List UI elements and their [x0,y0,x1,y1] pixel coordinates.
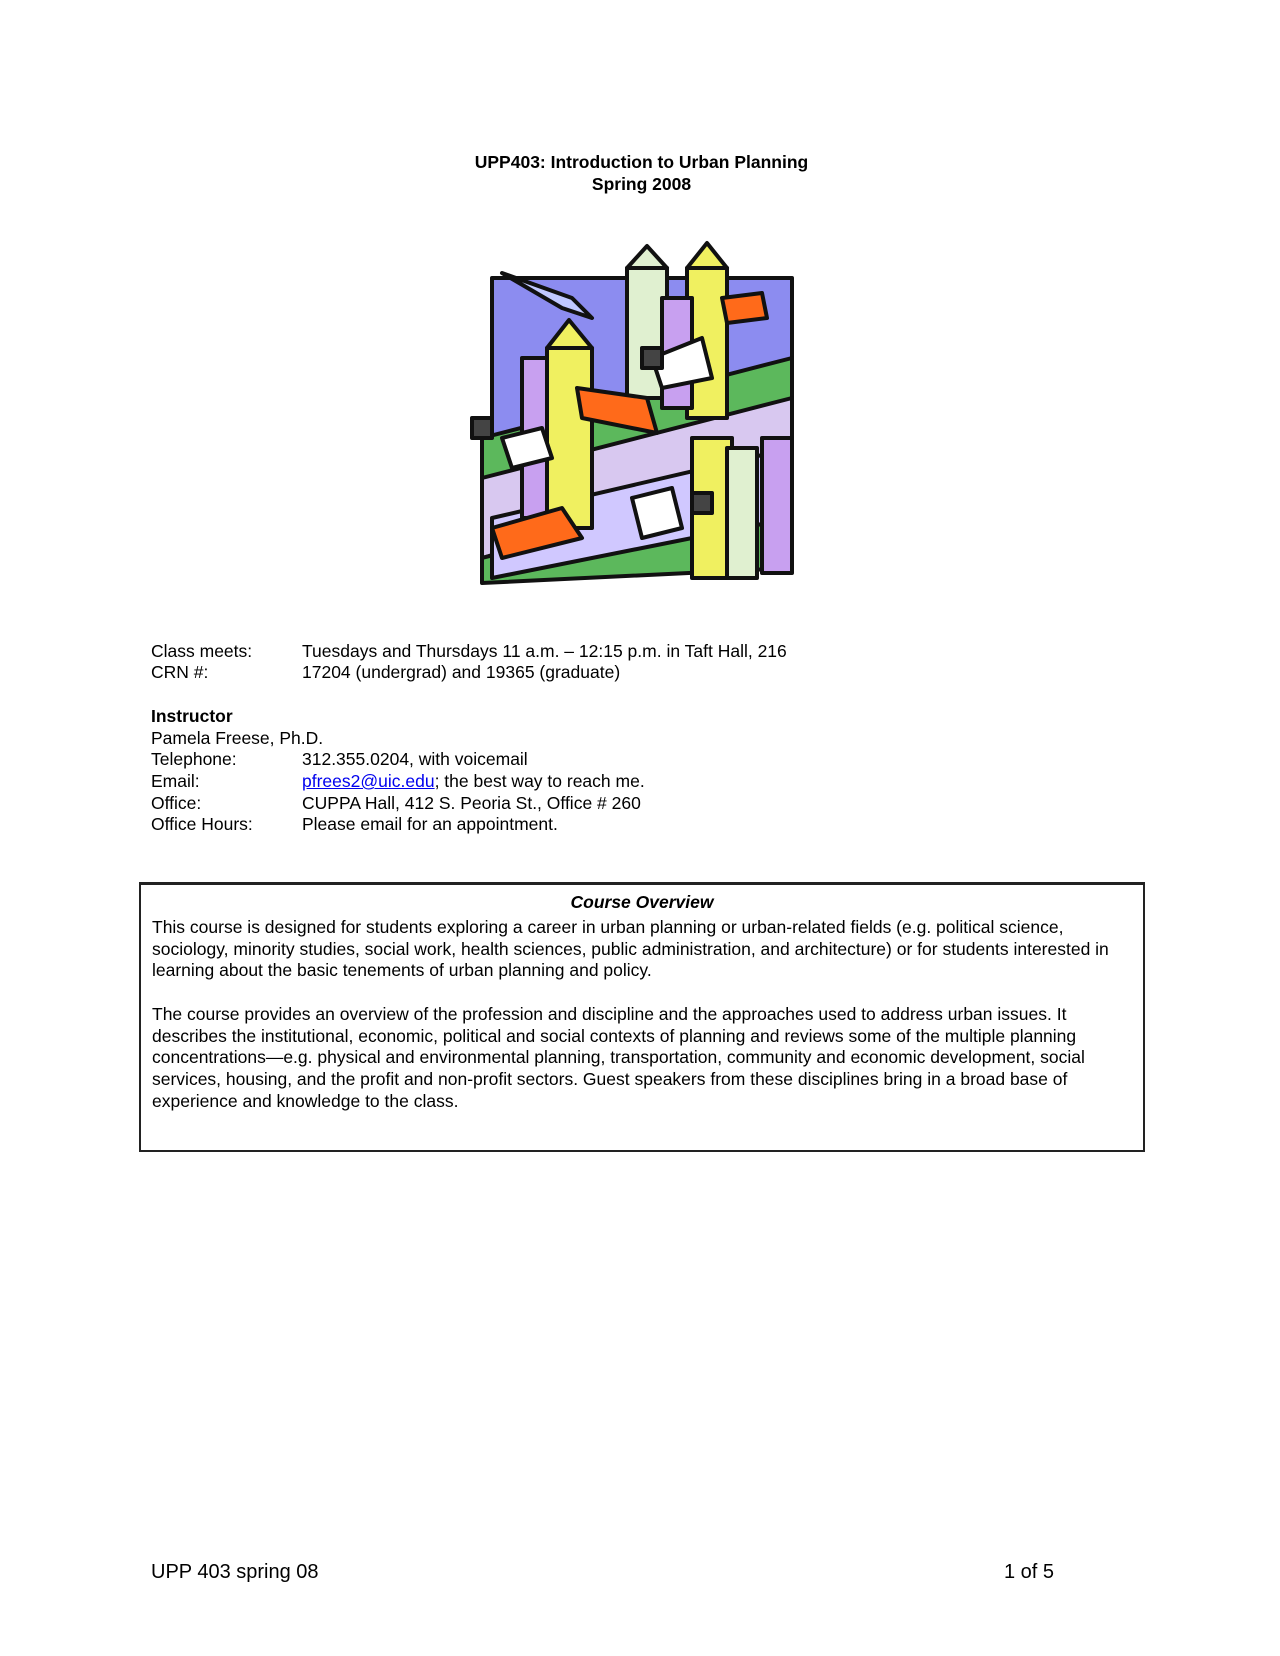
instructor-heading: Instructor [151,706,233,726]
footer-course-label: UPP 403 spring 08 [151,1561,319,1583]
crn-label: CRN #: [151,662,209,682]
course-overview-heading: Course Overview [570,892,714,912]
office-hours-value: Please email for an appointment. [302,814,558,834]
schedule-row [151,662,620,684]
office-hours-row [151,814,558,836]
course-overview-box [139,882,1145,1152]
footer-page-number: 1 of 5 [1004,1561,1055,1583]
city-collage-clipart [462,238,817,594]
overview-paragraph: This course is designed for students exploring a career in urban planning or urban-related fields (e.g. political science, sociology, minority studies, social work, health sciences, public administration, and architecture) or for students interested in learning about the basic tenements of urban planning and policy. [152,917,1109,981]
overview-paragraph: The course provides an overview of the profession and discipline and the approaches used to address urban issues. It describes the institutional, economic, political and social contexts of planning and reviews some of the multiple planning concentrations—e.g. physical and environmental planning, transportation, community and economic development, social services, housing, and the profit and non-profit sectors. Guest speakers from these disciplines bring in a broad base of experience and knowledge to the class. [152,1003,1085,1111]
course-title: UPP403: Introduction to Urban Planning [474,152,809,172]
email-link[interactable]: pfrees2@uic.edu [302,771,435,791]
class-meets-value: Tuesdays and Thursdays 11 a.m. – 12:15 p.m. in Taft Hall, 216 [302,641,787,661]
office-row [151,793,641,815]
email-suffix: ; the best way to reach me. [434,771,645,791]
telephone-value: 312.355.0204, with voicemail [302,749,528,769]
office-hours-label: Office Hours: [151,814,253,834]
schedule-row [151,641,787,663]
email-label: Email: [151,771,200,791]
email-row [151,771,645,793]
office-label: Office: [151,793,202,813]
crn-value: 17204 (undergrad) and 19365 (graduate) [302,662,621,682]
class-meets-label: Class meets: [151,641,253,661]
telephone-row [151,749,528,771]
instructor-name: Pamela Freese, Ph.D. [151,728,324,748]
telephone-label: Telephone: [151,749,237,769]
office-value: CUPPA Hall, 412 S. Peoria St., Office # 260 [302,793,641,813]
course-term: Spring 2008 [591,174,692,194]
